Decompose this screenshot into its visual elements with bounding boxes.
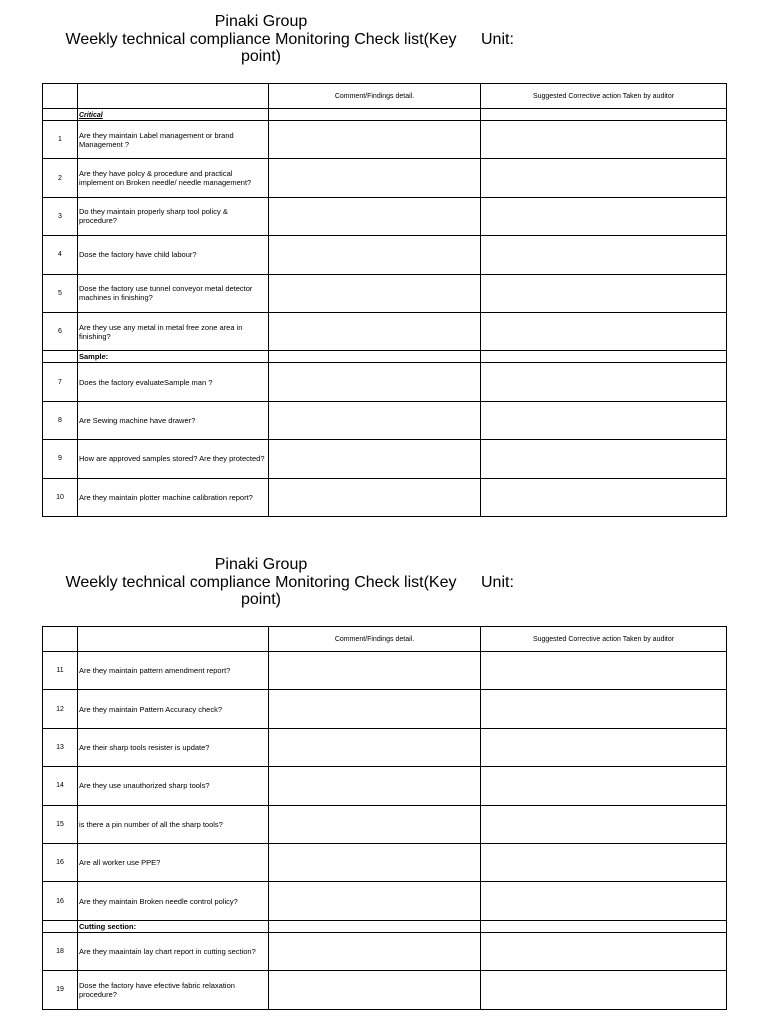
checklist-title: Weekly technical compliance Monitoring Check list(Key point) — [65, 574, 457, 608]
table-header-row — [43, 627, 727, 652]
row-question: Are all worker use PPE? — [78, 843, 269, 881]
action-cell[interactable] — [481, 121, 727, 159]
row-question: Are Sewing machine have drawer? — [78, 401, 269, 439]
action-cell[interactable] — [481, 971, 727, 1009]
table-row — [43, 882, 727, 920]
comment-cell[interactable] — [269, 401, 481, 439]
action-cell[interactable] — [481, 236, 727, 274]
checklist-table — [42, 626, 727, 1010]
row-question: Dose the factory use tunnel conveyor metal detector machines in finishing? — [78, 274, 269, 312]
category-cutting: Cutting section: — [79, 921, 137, 931]
action-cell[interactable] — [481, 932, 727, 970]
action-cell[interactable] — [481, 690, 727, 728]
action-cell[interactable] — [481, 728, 727, 766]
table-row — [43, 478, 727, 516]
comment-cell[interactable] — [269, 767, 481, 805]
table-row — [43, 401, 727, 439]
unit-label: Unit: — [481, 574, 514, 591]
comment-cell[interactable] — [269, 843, 481, 881]
row-number: 19 — [43, 971, 78, 1009]
table-row — [43, 690, 727, 728]
row-question: Does the factory evaluateSample man ? — [78, 363, 269, 401]
row-question: Dose the factory have child labour? — [78, 236, 269, 274]
row-number: 5 — [43, 274, 78, 312]
category-row — [43, 351, 727, 363]
row-number: 4 — [43, 236, 78, 274]
row-question: Are they use unauthorized sharp tools? — [78, 767, 269, 805]
action-cell[interactable] — [481, 197, 727, 235]
row-number: 18 — [43, 932, 78, 970]
comment-cell[interactable] — [269, 882, 481, 920]
comment-cell[interactable] — [269, 197, 481, 235]
table-row — [43, 932, 727, 970]
comment-cell[interactable] — [269, 440, 481, 478]
header-question-cell — [78, 627, 269, 652]
checklist-title: Weekly technical compliance Monitoring Check list(Key point) — [65, 31, 457, 65]
row-question: Are their sharp tools resister is update? — [78, 728, 269, 766]
row-question: Are they use any metal in metal free zone area in finishing? — [78, 312, 269, 350]
comment-cell[interactable] — [269, 274, 481, 312]
row-question: is there a pin number of all the sharp tools? — [78, 805, 269, 843]
row-number: 12 — [43, 690, 78, 728]
company-name: Pinaki Group — [214, 13, 308, 30]
checklist-table — [42, 83, 727, 517]
row-number: 14 — [43, 767, 78, 805]
action-cell[interactable] — [481, 401, 727, 439]
row-question: Are they maintain plotter machine calibration report? — [78, 478, 269, 516]
unit-label: Unit: — [481, 31, 514, 48]
action-cell[interactable] — [481, 805, 727, 843]
action-cell[interactable] — [481, 652, 727, 690]
row-question: Are they maintain pattern amendment report? — [78, 652, 269, 690]
action-cell[interactable] — [481, 274, 727, 312]
row-number: 10 — [43, 478, 78, 516]
row-question: Are they maaintain lay chart report in cutting section? — [78, 932, 269, 970]
comment-cell[interactable] — [269, 728, 481, 766]
table-row — [43, 843, 727, 881]
comment-cell[interactable] — [269, 159, 481, 197]
action-cell[interactable] — [481, 478, 727, 516]
category-critical: Critical — [79, 111, 103, 119]
comment-cell[interactable] — [269, 363, 481, 401]
action-cell[interactable] — [481, 312, 727, 350]
row-number: 11 — [43, 652, 78, 690]
comment-cell[interactable] — [269, 690, 481, 728]
header-action: Suggested Corrective action Taken by auditor — [481, 84, 727, 109]
table-row — [43, 312, 727, 350]
header-comment: Comment/Findings detail. — [269, 84, 481, 109]
table-row — [43, 440, 727, 478]
table-row — [43, 159, 727, 197]
category-sample: Sample: — [79, 352, 109, 362]
header-no-cell — [43, 627, 78, 652]
table-row — [43, 274, 727, 312]
action-cell[interactable] — [481, 882, 727, 920]
row-question: Are they maintain Label management or brand Management ? — [78, 121, 269, 159]
comment-cell[interactable] — [269, 652, 481, 690]
comment-cell[interactable] — [269, 312, 481, 350]
header-no-cell — [43, 84, 78, 109]
row-number: 1 — [43, 121, 78, 159]
action-cell[interactable] — [481, 767, 727, 805]
row-number: 6 — [43, 312, 78, 350]
row-number: 13 — [43, 728, 78, 766]
row-question: Are they have polcy & procedure and practical implement on Broken needle/ needle management? — [78, 159, 269, 197]
row-number: 8 — [43, 401, 78, 439]
header-question-cell — [78, 84, 269, 109]
row-number: 15 — [43, 805, 78, 843]
table-row — [43, 197, 727, 235]
row-question: Are they maintain Pattern Accuracy check? — [78, 690, 269, 728]
category-row — [43, 920, 727, 932]
comment-cell[interactable] — [269, 121, 481, 159]
row-number: 3 — [43, 197, 78, 235]
row-number: 2 — [43, 159, 78, 197]
table-row — [43, 767, 727, 805]
table-row — [43, 121, 727, 159]
row-number: 9 — [43, 440, 78, 478]
table-row — [43, 971, 727, 1009]
comment-cell[interactable] — [269, 236, 481, 274]
action-cell[interactable] — [481, 843, 727, 881]
comment-cell[interactable] — [269, 932, 481, 970]
comment-cell[interactable] — [269, 971, 481, 1009]
row-number: 7 — [43, 363, 78, 401]
action-cell[interactable] — [481, 363, 727, 401]
row-question: Dose the factory have efective fabric relaxation procedure? — [78, 971, 269, 1009]
table-row — [43, 805, 727, 843]
table-row — [43, 652, 727, 690]
action-cell[interactable] — [481, 159, 727, 197]
row-question: Do they maintain properly sharp tool policy & procedure? — [78, 197, 269, 235]
table-row — [43, 728, 727, 766]
comment-cell[interactable] — [269, 478, 481, 516]
table-row — [43, 363, 727, 401]
table-header-row — [43, 84, 727, 109]
row-number: 16 — [43, 843, 78, 881]
action-cell[interactable] — [481, 440, 727, 478]
category-row — [43, 109, 727, 121]
row-question: Are they maintain Broken needle control policy? — [78, 882, 269, 920]
comment-cell[interactable] — [269, 805, 481, 843]
company-name: Pinaki Group — [214, 556, 308, 573]
row-number: 16 — [43, 882, 78, 920]
table-row — [43, 236, 727, 274]
row-question: How are approved samples stored? Are they protected? — [78, 440, 269, 478]
header-action: Suggested Corrective action Taken by auditor — [481, 627, 727, 652]
header-comment: Comment/Findings detail. — [269, 627, 481, 652]
